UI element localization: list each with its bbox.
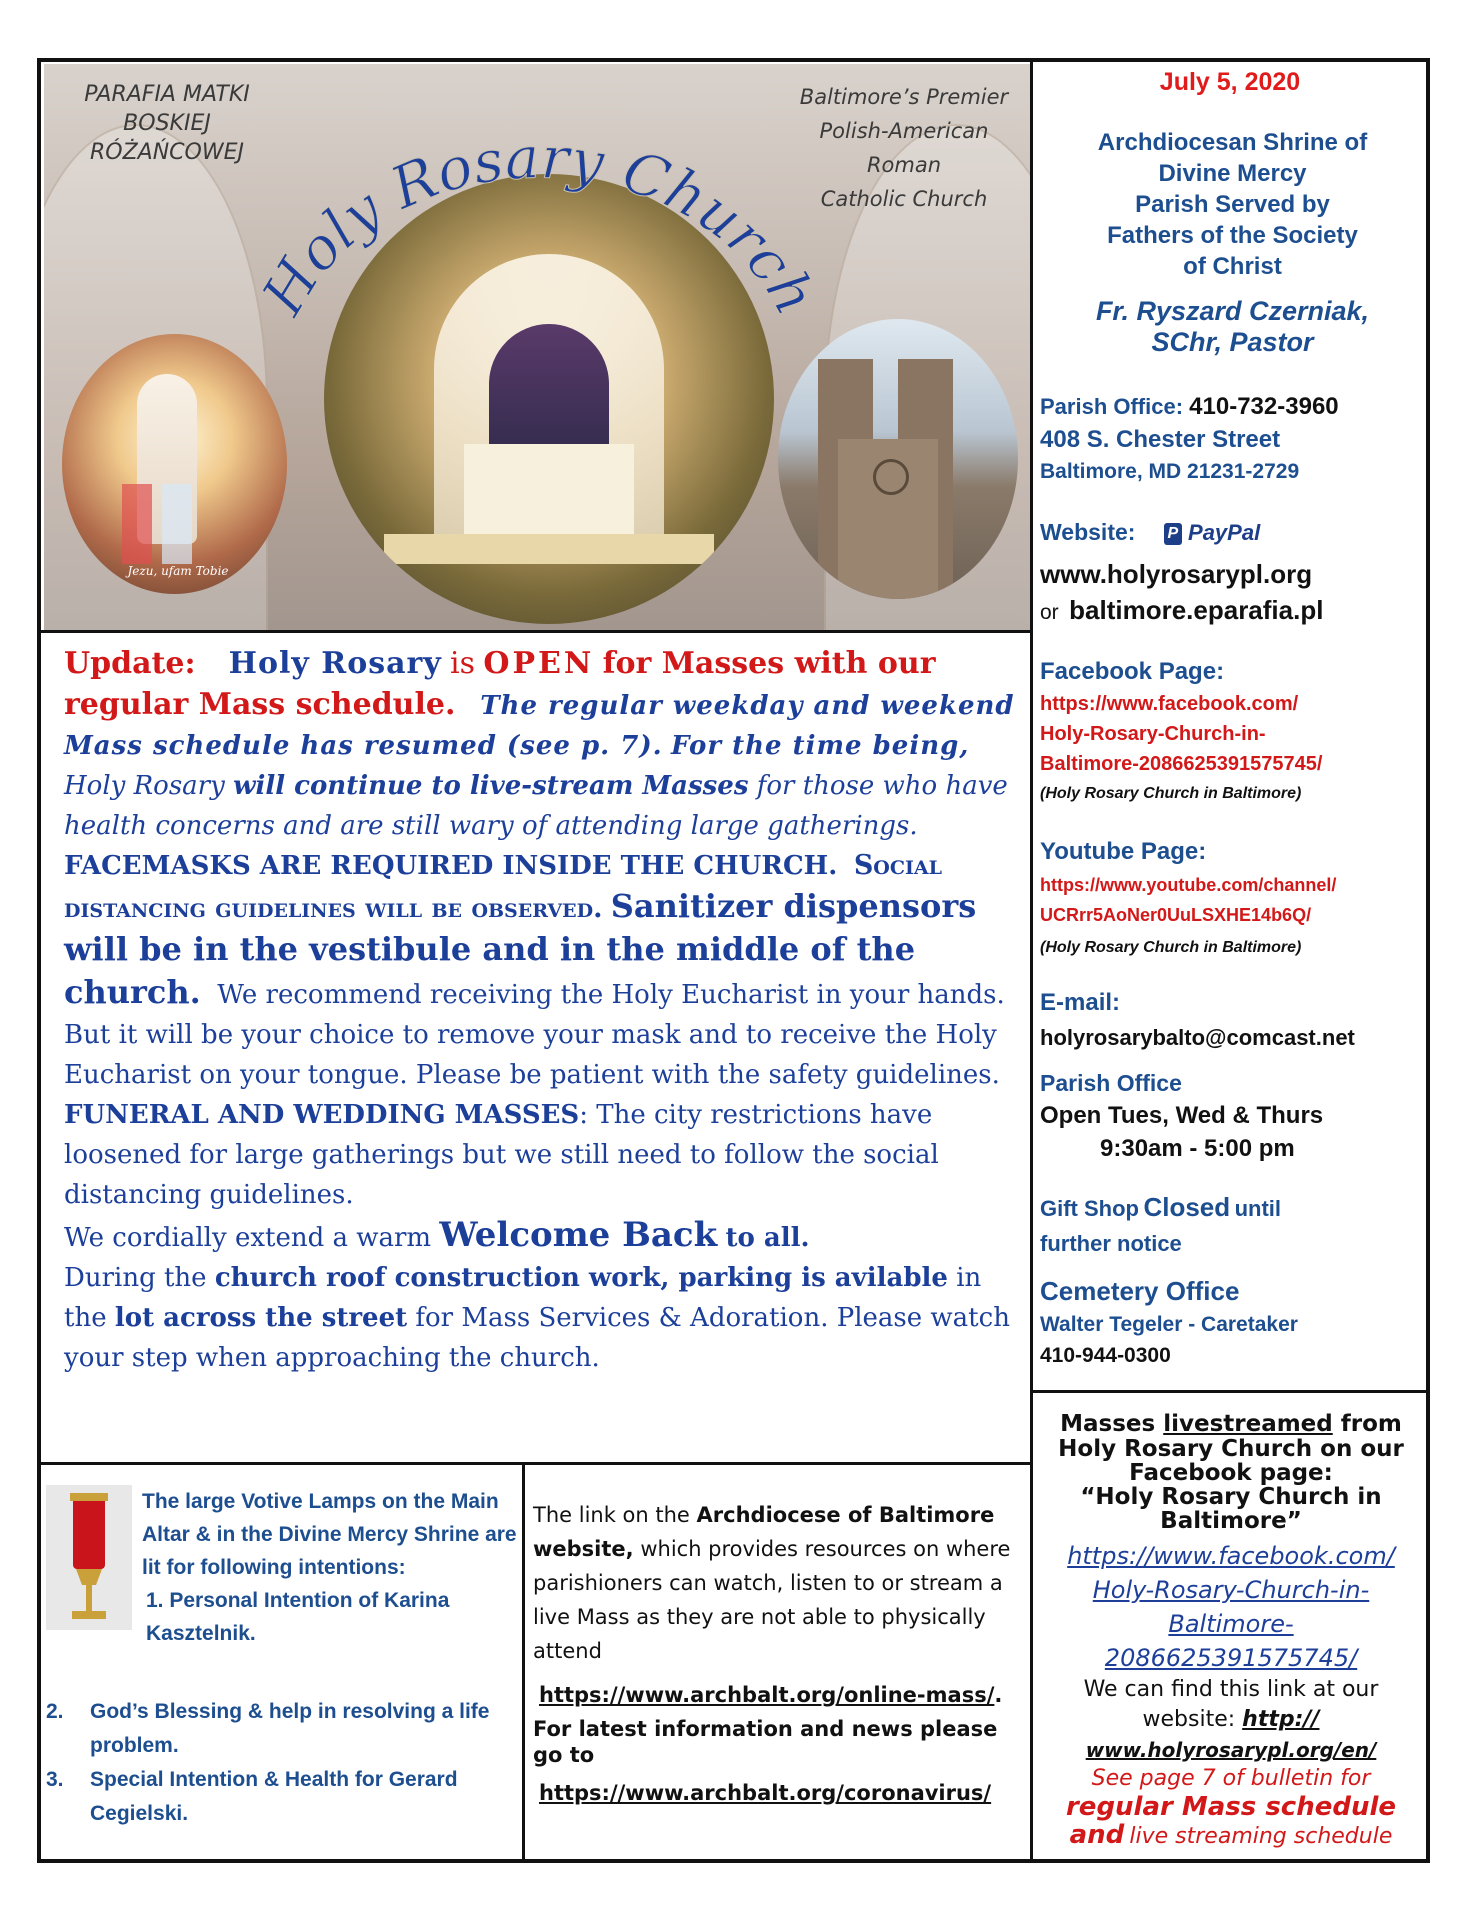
banner-divider (40, 630, 1030, 633)
archdiocese-box: The link on the Archdiocese of Baltimore website, which provides resources on where parishioners can watch, listen to or stream a live Mass as they are not able to physically attend https://www.archbalt.org/online-mass/. For latest information and news please go to https://www.archbalt.org/coronavirus/ (533, 1503, 1011, 1805)
divine-mercy-photo (62, 334, 287, 594)
website-link-1[interactable]: www.holyrosarypl.org (1040, 559, 1313, 589)
office-hours-block: Parish Office Open Tues, Wed & Thurs 9:30am - 5:00 pm (1040, 1070, 1324, 1162)
website-link-2[interactable]: baltimore.eparafia.pl (1069, 595, 1324, 625)
right-bottom-divider (1030, 1390, 1428, 1393)
bottom-col-divider (522, 1465, 525, 1860)
church-name-text: Holy Rosary Churc (254, 123, 807, 326)
website-en-link[interactable]: www.holyrosarypl.org/en/ (1085, 1738, 1377, 1762)
votive-lamp-image (46, 1485, 132, 1630)
header-banner (44, 64, 1030, 630)
banner-right-text: Baltimore’s Premier Polish-American Roman Catholic Church (799, 85, 1009, 211)
email-block: E-mail: holyrosarybalto@comcast.net (1040, 985, 1425, 1055)
banner-left-text: PARAFIA MATKI BOSKIEJ RÓŻAŃCOWEJ (84, 82, 250, 165)
youtube-url[interactable]: https://www.youtube.com/channel/ UCRrr5AoNer0UuLSXHE14b6Q/ (1040, 875, 1337, 925)
online-mass-link[interactable]: https://www.archbalt.org/online-mass/ (539, 1683, 995, 1707)
svg-text:Holy Rosary Church (254, 123, 814, 327)
facebook-url[interactable]: https://www.facebook.com/ Holy-Rosary-Church-in- Baltimore-2086625391575745/ (1040, 693, 1323, 775)
bottom-divider (40, 1462, 1030, 1465)
address-line2: Baltimore, MD 21231-2729 (1040, 460, 1300, 483)
intention-1: 1. Personal Intention of Karina Kasztelnik. (146, 1589, 450, 1645)
intentions-list: 2. God’s Blessing & help in resolving a life problem. 3. Special Intention & Health for Gerard Cegielski. (46, 1695, 521, 1831)
image-caption: Jezu, ufam Tobie (127, 564, 229, 578)
votive-intro: The large Votive Lamps on the Main Altar & in the Divine Mercy Shrine are lit for following intentions: 1. Personal Intention of Karina Kasztelnik. (142, 1485, 522, 1650)
intention-2: God’s Blessing & help in resolving a life problem. (90, 1700, 490, 1757)
youtube-block: Youtube Page: https://www.youtube.com/channel/ UCRrr5AoNer0UuLSXHE14b6Q/ (Holy Rosary Church in Baltimore) (1040, 834, 1425, 966)
website-block: Website: P PayPal www.holyrosarypl.org or baltimore.eparafia.pl (1040, 512, 1425, 633)
church-name-title (254, 94, 814, 334)
church-exterior-photo (778, 319, 1018, 599)
column-divider (1030, 60, 1033, 1860)
coronavirus-link[interactable]: https://www.archbalt.org/coronavirus/ (539, 1781, 992, 1805)
address-line1: 408 S. Chester Street (1040, 426, 1281, 453)
email-address[interactable]: holyrosarybalto@comcast.net (1040, 1025, 1355, 1050)
pastor-name: Fr. Ryszard Czerniak, SChr, Pastor (1095, 296, 1370, 357)
update-announcement: Update: Holy Rosary is OPEN for Masses with our regular Mass schedule. The regular weekday and weekend Mass schedule has resumed (see p. 7). For the time being, Holy Rosary will continue to live-stream Masses for those who have health concerns and are still wary of attending large gatherings. FACEMASKS ARE REQUIRED INSIDE THE CHURCH. Social distancing guidelines will be observed. Sanitizer dispensors will be in the vestibule and in the middle of the church. We recommend receiving the Holy Eucharist in your hands. But it will be your choice to remove your mask and to receive the Holy Eucharist on your tongue. Please be patient with the safety guidelines. FUNERAL AND WEDDING MASSES: The city restrictions have loosened for large gatherings but we still need to follow the social distancing guidelines. We cordially extend a warm Welcome Back to all. During the church roof construction work, parking is avilable in the lot across the street for Mass Services & Adoration. Please watch your step when approaching the church. (64, 646, 1015, 1373)
gift-shop-block: Gift Shop Closed until further notice (1040, 1192, 1282, 1256)
parish-phone: 410-732-3960 (1189, 393, 1339, 420)
intention-3: Special Intention & Health for Gerard Cegielski. (90, 1768, 458, 1825)
livestream-facebook-url[interactable]: https://www.facebook.com/ Holy-Rosary-Church-in- Baltimore- 2086625391575745/ (1067, 1542, 1395, 1672)
shrine-title: Archdiocesan Shrine of Divine Mercy Parish Served by Fathers of the Society of Christ (1097, 129, 1368, 280)
parish-office-block: Parish Office: 410-732-3960 408 S. Chester Street Baltimore, MD 21231-2729 (1040, 391, 1425, 487)
bulletin-date: July 5, 2020 (1159, 68, 1301, 96)
livestream-box: Masses livestreamed from Holy Rosary Church on our Facebook page: “Holy Rosary Church in Baltimore” https://www.facebook.com/ Holy-Rosary-Church-in- Baltimore- 2086625391575745/ We can find this link at our website: http:// www.holyrosarypl.org/en/ See page 7 of bulletin for regular Mass schedule and live streaming schedule (1040, 1412, 1422, 1852)
facebook-block: Facebook Page: https://www.facebook.com/ Holy-Rosary-Church-in- Baltimore-2086625391575745/ (Holy Rosary Church in Baltimore) (1040, 655, 1425, 809)
paypal-logo[interactable]: P PayPal (1164, 520, 1260, 545)
cemetery-block: Cemetery Office Walter Tegeler - Caretaker 410-944-0300 (1040, 1276, 1298, 1367)
